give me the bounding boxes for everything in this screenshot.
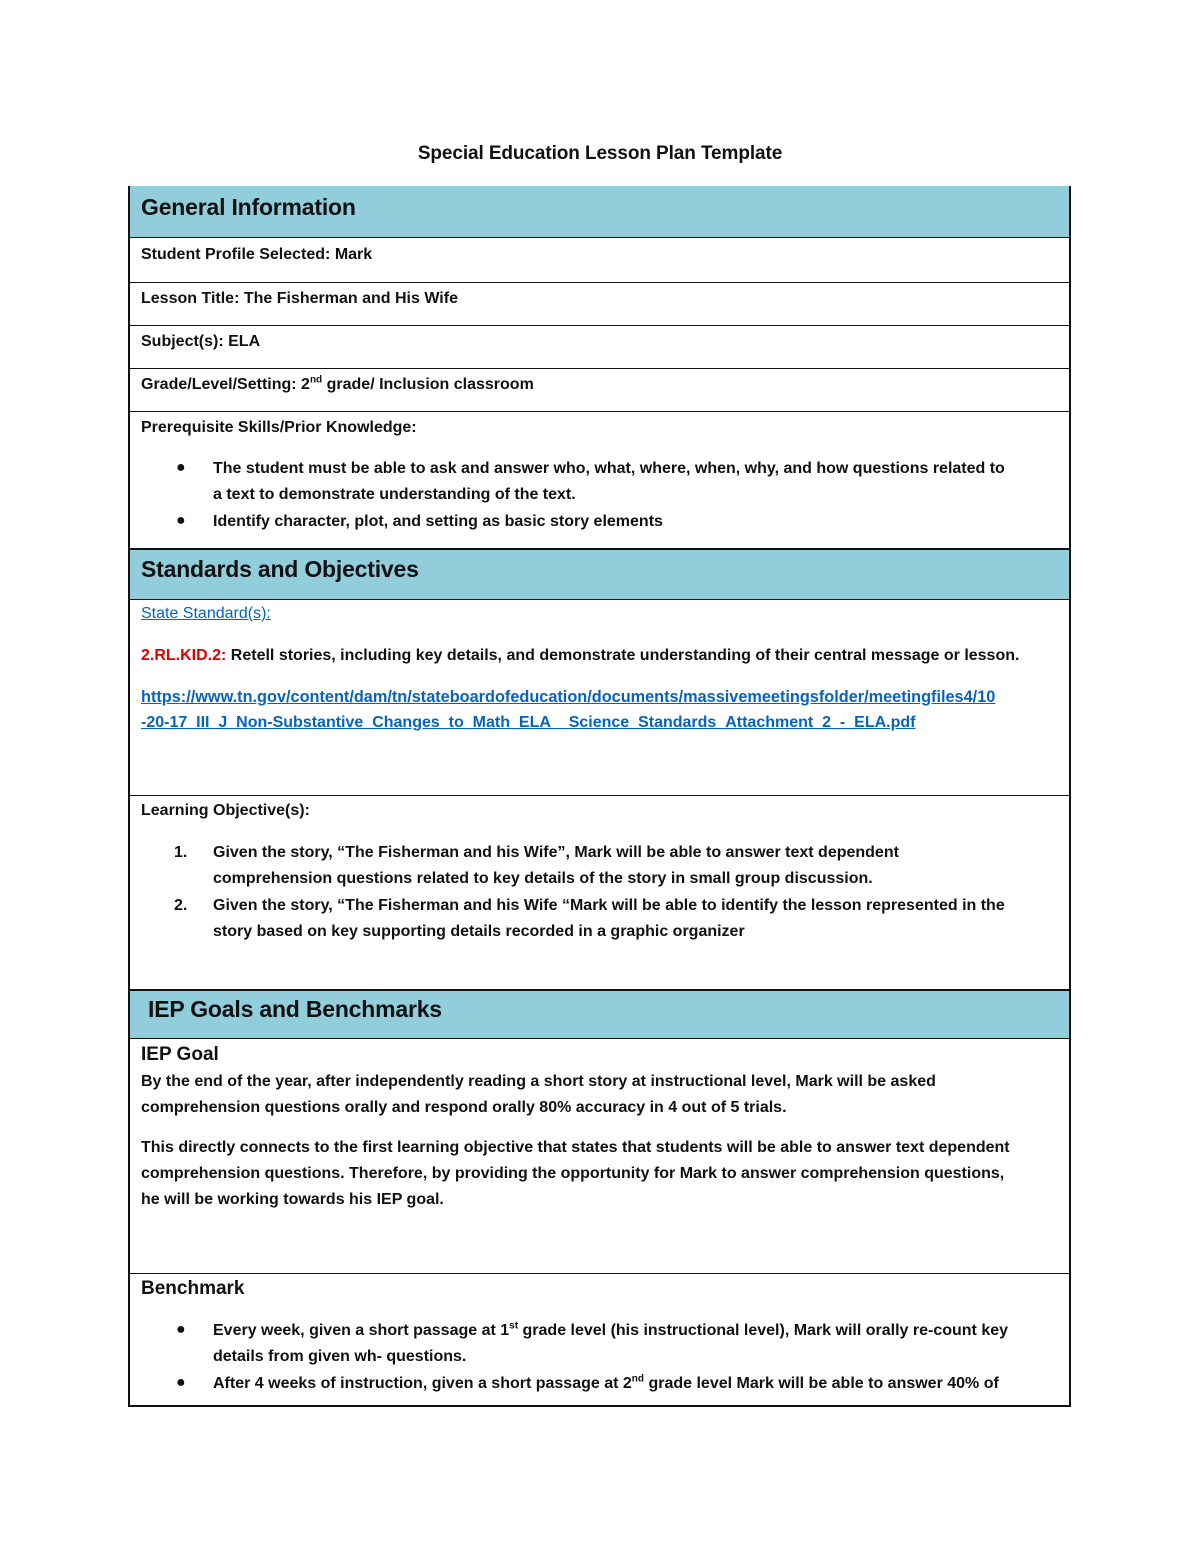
objective-2-line2: story based on key supporting details recorded in a graphic organizer <box>213 923 745 940</box>
prerequisite-row <box>130 411 1069 548</box>
standard-url-line2[interactable]: -20-17_III_J_Non-Substantive_Changes_to_Math_ELA__Science_Standards_Attachment_2_-_ELA.pdf <box>141 714 916 731</box>
benchmark-1-line2: details from given wh- questions. <box>213 1348 467 1365</box>
student-value: Mark <box>334 246 373 263</box>
lesson-value: The Fisherman and His Wife <box>243 290 458 307</box>
subject-value: ELA <box>228 333 261 350</box>
prereq-item-2: Identify character, plot, and setting as basic story elements <box>213 513 663 530</box>
bullet-icon: ● <box>176 459 186 476</box>
benchmark-2-part2: grade level Mark will be able to answer 40% of <box>648 1375 999 1392</box>
objective-2-line1: Given the story, “The Fisherman and his Wife “Mark will be able to identify the lesson represented in the <box>213 897 1005 914</box>
section-title: General Information <box>141 194 356 220</box>
section-header-standards <box>130 548 1069 600</box>
standard-code: 2.RL.KID.2: <box>141 647 227 664</box>
table-bottom-border <box>128 1405 1071 1407</box>
section-header-general <box>130 186 1069 238</box>
benchmark-row <box>130 1273 1069 1409</box>
benchmark-1-part1: Every week, given a short passage at 1 <box>213 1322 510 1339</box>
student-label: Student Profile Selected: <box>141 246 331 263</box>
learning-objectives-row <box>130 795 1069 989</box>
state-standards-row <box>130 600 1069 795</box>
objective-1-line1: Given the story, “The Fisherman and his Wife”, Mark will be able to answer text dependent <box>213 844 899 861</box>
iep-goal-line1: By the end of the year, after independently reading a short story at instructional level, Mark will be asked <box>141 1073 936 1090</box>
bullet-icon: ● <box>176 1374 186 1391</box>
prereq-label: Prerequisite Skills/Prior Knowledge: <box>141 419 417 436</box>
grade-suffix: nd <box>309 374 323 386</box>
grade-row <box>130 368 1069 411</box>
subject-row <box>130 325 1069 368</box>
benchmark-1-sup: st <box>509 1320 519 1332</box>
benchmark-1-part2: grade level (his instructional level), Mark will orally re-count key <box>522 1322 1009 1339</box>
iep-goal-label: IEP Goal <box>141 1044 219 1065</box>
subject-label: Subject(s): <box>141 333 224 350</box>
iep-goal-line2: comprehension questions orally and respond orally 80% accuracy in 4 out of 5 trials. <box>141 1099 787 1116</box>
objective-number: 2. <box>174 897 188 914</box>
student-profile-row <box>130 238 1069 282</box>
iep-goal-row <box>130 1039 1069 1273</box>
grade-setting: grade/ Inclusion classroom <box>326 376 534 393</box>
iep-connection-line2: comprehension questions. Therefore, by providing the opportunity for Mark to answer comprehension questions, <box>141 1165 1005 1182</box>
benchmark-2-part1: After 4 weeks of instruction, given a short passage at 2 <box>213 1375 632 1392</box>
iep-connection-line3: he will be working towards his IEP goal. <box>141 1191 444 1208</box>
objective-1-line2: comprehension questions related to key details of the story in small group discussion. <box>213 870 873 887</box>
section-title: IEP Goals and Benchmarks <box>148 996 442 1022</box>
standard-text: Retell stories, including key details, and demonstrate understanding of their central message or lesson. <box>230 647 1020 664</box>
lesson-label: Lesson Title: <box>141 290 240 307</box>
bullet-icon: ● <box>176 1321 186 1338</box>
section-title: Standards and Objectives <box>141 556 419 582</box>
grade-label: Grade/Level/Setting: <box>141 376 297 393</box>
standard-url-line1[interactable]: https://www.tn.gov/content/dam/tn/stateboardofeducation/documents/massivemeetingsfolder/meetingfiles4/10 <box>141 688 996 706</box>
lesson-title-row <box>130 282 1069 325</box>
objective-number: 1. <box>174 844 188 861</box>
prereq-item-1-line1: The student must be able to ask and answer who, what, where, when, why, and how questions related to <box>213 460 1005 477</box>
benchmark-label: Benchmark <box>141 1278 245 1299</box>
bullet-icon: ● <box>176 512 186 529</box>
prereq-item-1-line2: a text to demonstrate understanding of the text. <box>213 486 576 503</box>
grade-number: 2 <box>301 376 310 393</box>
section-header-iep <box>130 989 1069 1039</box>
benchmark-2-sup: nd <box>631 1373 645 1385</box>
lesson-plan-table <box>128 186 1071 1407</box>
page-title: Special Education Lesson Plan Template <box>417 143 783 164</box>
state-standards-link[interactable]: State Standard(s): <box>141 605 271 622</box>
objectives-label: Learning Objective(s): <box>141 802 310 819</box>
iep-connection-line1: This directly connects to the first learning objective that states that students will be able to answer text dependent <box>141 1139 1010 1156</box>
